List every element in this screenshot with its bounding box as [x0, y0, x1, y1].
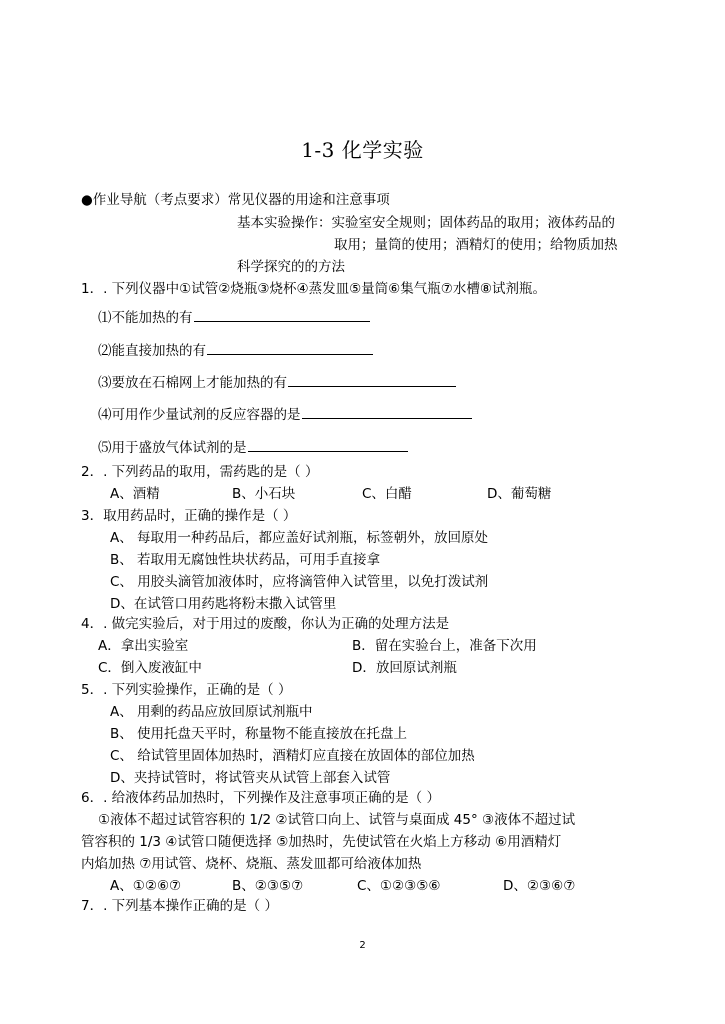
q6-text-line-3: 内焰加热 ⑦用试管、烧杯、烧瓶、蒸发皿都可给液体加热	[81, 856, 422, 872]
q1-stem: 1．. 下列仪器中①试管②烧瓶③烧杯④蒸发皿⑤量筒⑥集气瓶⑦水槽⑧试剂瓶。	[81, 281, 546, 297]
q1-part-4	[98, 404, 472, 424]
q6-text-line-2: 管容积的 1/3 ④试管口随便选择 ⑤加热时，先使试管在火焰上方移动 ⑥用酒精灯	[81, 834, 562, 850]
q2-option-c: C、白醋	[362, 486, 412, 502]
q5-stem: 5．. 下列实验操作，正确的是（ ）	[81, 682, 292, 698]
q1-part-2	[98, 340, 373, 360]
q6-option-b: B、②③⑤⑦	[232, 878, 304, 894]
q1-part-5-label: ⑸用于盛放气体试剂的是	[98, 440, 247, 456]
q6-option-d: D、②③⑥⑦	[503, 878, 576, 894]
q1-part-3	[98, 372, 456, 392]
q3-option-b: B、 若取用无腐蚀性块状药品，可用手直接拿	[110, 552, 381, 568]
q2-option-b: B、小石块	[232, 486, 296, 502]
q5-option-c: C、 给试管里固体加热时，酒精灯应直接在放固体的部位加热	[110, 748, 475, 764]
q6-option-c: C、①②③⑤⑥	[357, 878, 441, 894]
guide-line-2: 基本实验操作：实验室安全规则；固体药品的取用；液体药品的	[237, 215, 615, 231]
q7-stem: 7．. 下列基本操作正确的是（ ）	[81, 898, 278, 914]
guide-line-3: 取用；量筒的使用；酒精灯的使用；给物质加热	[334, 237, 618, 253]
q2-option-d: D、葡萄糖	[487, 486, 552, 502]
q1-part-5	[98, 437, 408, 457]
q6-option-a: A、①②⑥⑦	[110, 878, 182, 894]
q2-option-a: A、酒精	[110, 486, 160, 502]
q1-part-3-label: ⑶要放在石棉网上才能加热的有	[98, 375, 287, 391]
guide-line-4: 科学探究的的方法	[237, 259, 345, 275]
answer-blank[interactable]	[288, 372, 456, 387]
q4-option-c: C．倒入废液缸中	[98, 660, 202, 676]
answer-blank[interactable]	[194, 307, 370, 322]
q5-option-a: A、 用剩的药品应放回原试剂瓶中	[110, 704, 313, 720]
q4-option-d: D．放回原试剂瓶	[352, 660, 457, 676]
q4-option-a: A．拿出实验室	[98, 638, 189, 654]
page-title: 1-3 化学实验	[301, 138, 424, 162]
q4-stem: 4．. 做完实验后，对于用过的废酸，你认为正确的处理方法是	[81, 616, 450, 632]
q4-option-b: B．留在实验台上，准备下次用	[352, 638, 537, 654]
q3-option-d: D、在试管口用药匙将粉末撒入试管里	[110, 596, 337, 612]
q1-part-1	[98, 307, 370, 327]
q2-stem: 2．. 下列药品的取用，需药匙的是（ ）	[81, 464, 319, 480]
answer-blank[interactable]	[302, 404, 472, 419]
answer-blank[interactable]	[207, 340, 373, 355]
q3-option-a: A、 每取用一种药品后，都应盖好试剂瓶，标签朝外，放回原处	[110, 530, 489, 546]
q3-option-c: C、 用胶头滴管加液体时，应将滴管伸入试管里，以免打泼试剂	[110, 574, 489, 590]
q1-part-2-label: ⑵能直接加热的有	[98, 343, 206, 359]
page-number: 2	[359, 940, 366, 951]
q1-part-1-label: ⑴不能加热的有	[98, 310, 193, 326]
q1-part-4-label: ⑷可用作少量试剂的反应容器的是	[98, 407, 301, 423]
guide-line-1: ●作业导航（考点要求）常见仪器的用途和注意事项	[81, 192, 390, 208]
q5-option-b: B、 使用托盘天平时，称量物不能直接放在托盘上	[110, 726, 408, 742]
q6-text-line-1: ①液体不超过试管容积的 1/2 ②试管口向上、试管与桌面成 45° ③液体不超过试	[98, 812, 576, 828]
q6-stem: 6．. 给液体药品加热时，下列操作及注意事项正确的是（ ）	[81, 790, 440, 806]
q5-option-d: D、夹持试管时，将试管夹从试管上部套入试管	[110, 770, 391, 786]
q3-stem: 3．取用药品时，正确的操作是（ ）	[81, 508, 297, 524]
answer-blank[interactable]	[248, 437, 408, 452]
